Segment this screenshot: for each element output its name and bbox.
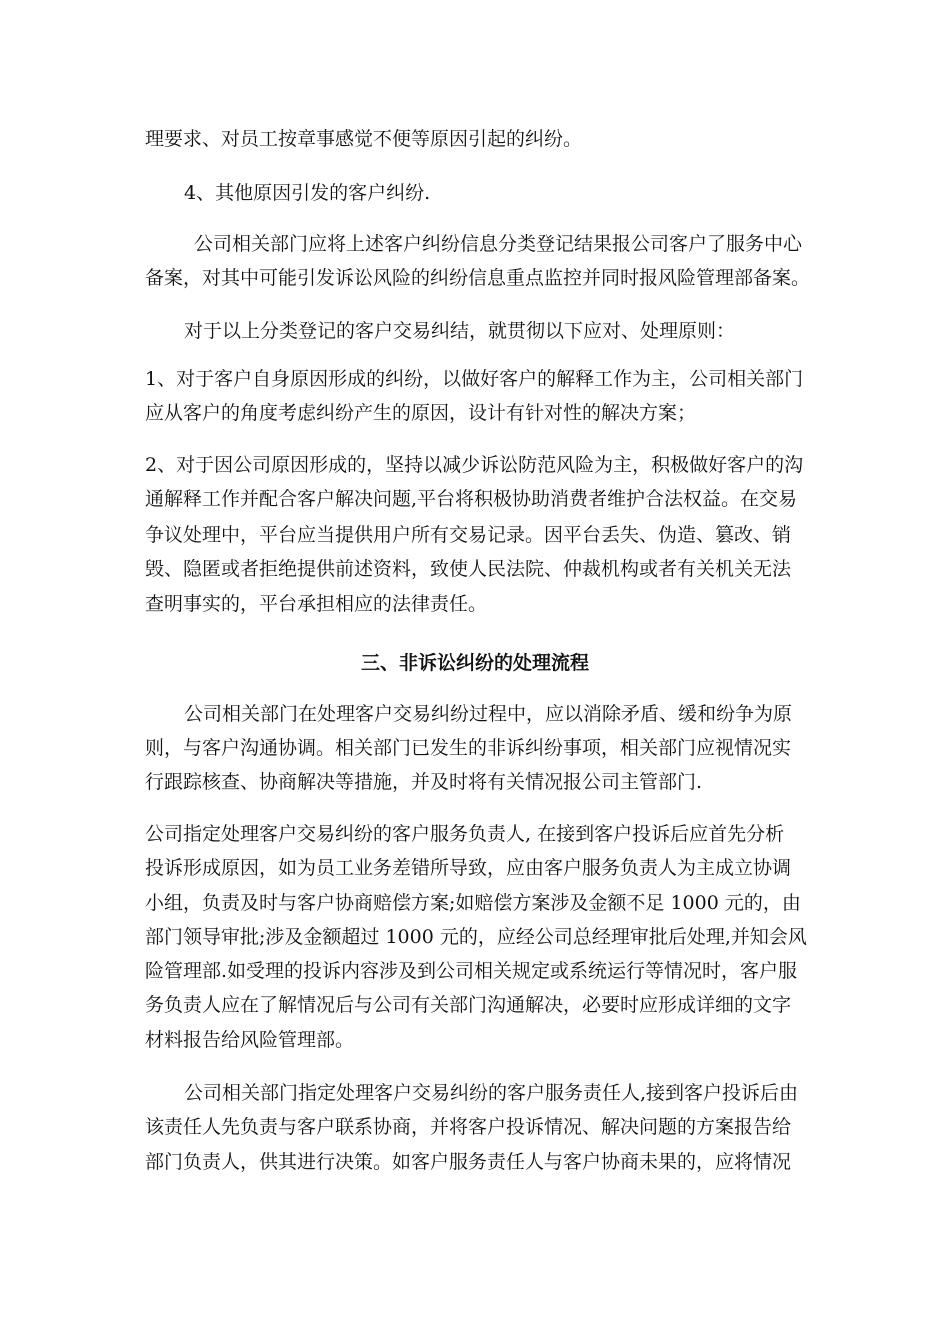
text-line: 备案，对其中可能引发诉讼风险的纠纷信息重点监控并同时报风险管理部备案。 bbox=[145, 267, 811, 289]
text-line: 1、对于客户自身原因形成的纠纷，以做好客户的解释工作为主，公司相关部门 bbox=[145, 368, 804, 390]
text-line: 对于以上分类登记的客户交易纠结，就贯彻以下应对、处理原则： bbox=[184, 320, 736, 342]
text-line: 该责任人先负责与客户联系协商，并将客户投诉情况、解决问题的方案报告给 bbox=[145, 1116, 792, 1138]
text-line: 公司相关部门应将上述客户纠纷信息分类登记结果报公司客户了服务中心 bbox=[194, 233, 803, 255]
text-line: 争议处理中，平台应当提供用户所有交易记录。因平台丢失、伪造、篡改、销 bbox=[145, 524, 792, 546]
text-line: 毁、隐匿或者拒绝提供前述资料，致使人民法院、仲裁机构或者有关机关无法 bbox=[145, 558, 792, 580]
text-line: 行跟踪核查、协商解决等措施，并及时将有关情况报公司主管部门. bbox=[145, 771, 703, 793]
text-line: 部门负责人，供其进行决策。如客户服务责任人与客户协商未果的，应将情况 bbox=[145, 1151, 792, 1173]
text-line: 2、对于因公司原因形成的，坚持以减少诉讼防范风险为主，积极做好客户的沟 bbox=[145, 454, 804, 476]
section-heading: 三、非诉讼纠纷的处理流程 bbox=[360, 652, 589, 674]
text-line: 理要求、对员工按章事感觉不便等原因引起的纠纷。 bbox=[145, 128, 583, 150]
text-line: 则，与客户沟通协调。相关部门已发生的非诉纠纷事项，相关部门应视情况实 bbox=[145, 737, 792, 759]
text-line: 材料报告给风险管理部。 bbox=[145, 1029, 355, 1051]
text-line: 投诉形成原因，如为员工业务差错所导致，应由客户服务负责人为主成立协调 bbox=[145, 857, 792, 879]
text-line: 公司相关部门指定处理客户交易纠纷的客户服务责任人,接到客户投诉后由 bbox=[184, 1082, 799, 1104]
text-line: 查明事实的，平台承担相应的法律责任。 bbox=[145, 593, 488, 615]
text-line: 通解释工作并配合客户解决问题,平台将积极协助消费者维护合法权益。在交易 bbox=[145, 488, 798, 510]
text-line: 公司指定处理客户交易纠纷的客户服务负责人, 在接到客户投诉后应首先分析 bbox=[145, 823, 785, 845]
text-line: 务负责人应在了解情况后与公司有关部门沟通解决，必要时应形成详细的文字 bbox=[145, 994, 792, 1016]
text-line: 险管理部.如受理的投诉内容涉及到公司相关规定或系统运行等情况时，客户服 bbox=[145, 960, 798, 982]
text-line: 4、其他原因引发的客户纠纷. bbox=[184, 182, 431, 204]
text-line: 应从客户的角度考虑纠纷产生的原因，设计有针对性的解决方案； bbox=[145, 402, 697, 424]
text-line: 小组，负责及时与客户协商赔偿方案;如赔偿方案涉及金额不足 1000 元的，由 bbox=[145, 892, 801, 914]
text-line: 公司相关部门在处理客户交易纠纷过程中，应以消除矛盾、缓和纷争为原 bbox=[184, 703, 793, 725]
text-line: 部门领导审批;涉及金额超过 1000 元的，应经公司总经理审批后处理,并知会风 bbox=[145, 926, 807, 948]
